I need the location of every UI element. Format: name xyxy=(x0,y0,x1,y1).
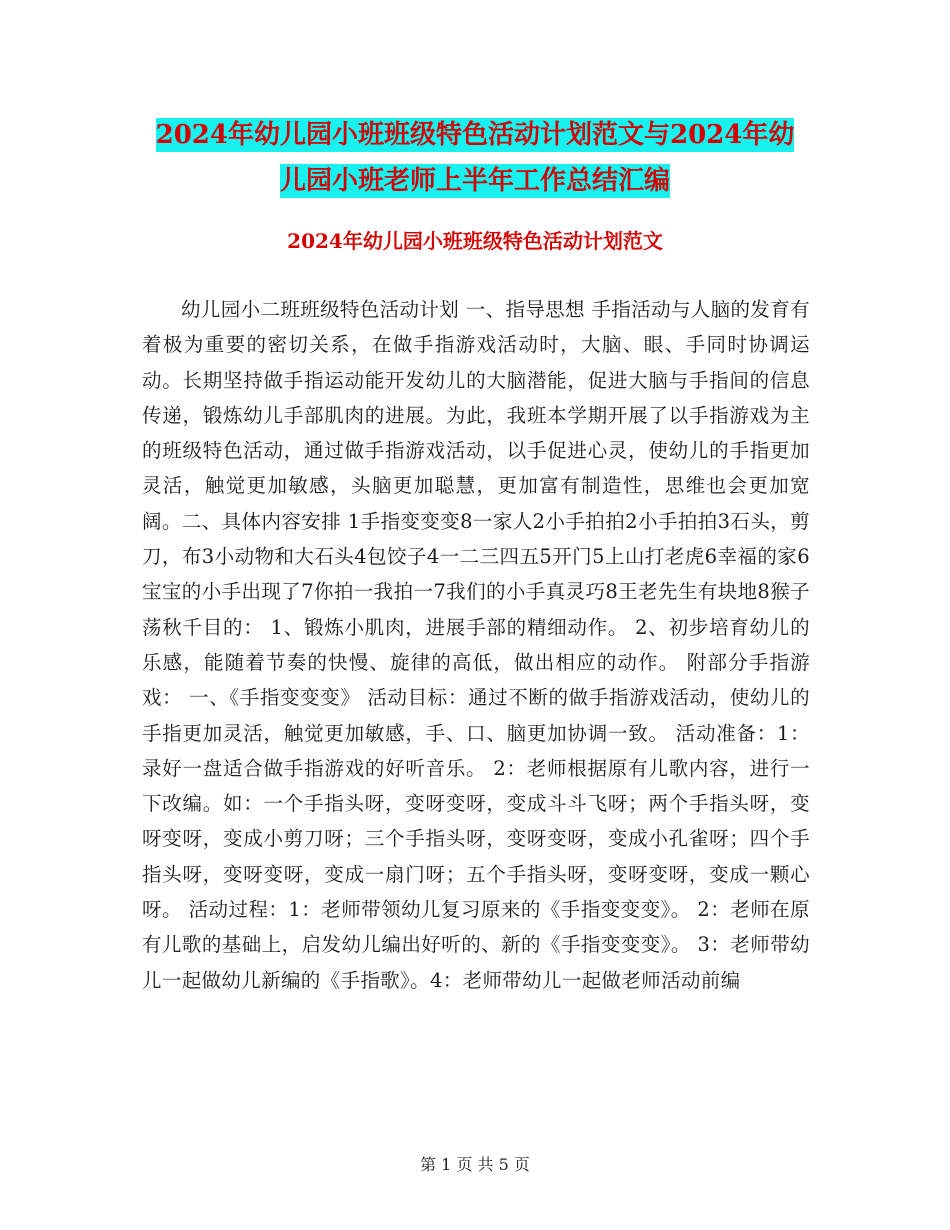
section-title: 2024年幼儿园小班班级特色活动计划范文 xyxy=(287,229,663,253)
body-paragraph: 幼儿园小二班班级特色活动计划 一、指导思想 手指活动与人脑的发育有着极为重要的密切关系，在做手指游戏活动时，大脑、眼、手同时协调运动。长期坚持做手指运动能开发幼儿的大脑潜能，促进大脑与手指间的信息传递，锻炼幼儿手部肌肉的进展。为此，我班本学期开展了以手指游戏为主的班级特色活动，通过做手指游戏活动，以手促进心灵，使幼儿的手指更加灵活，触觉更加敏感，头脑更加聪慧，更加富有制造性，思维也会更加宽阔。二、具体内容安排 1手指变变变8一家人2小手拍拍2小手拍拍3石头，剪刀，布3小动物和大石头4包饺子4一二三四五5开门5上山打老虎6幸福的家6宝宝的小手出现了7你拍一我拍一7我们的小手真灵巧8王老先生有块地8猴子荡秋千目的： 1、锻炼小肌肉，进展手部的精细动作。 2、初步培育幼儿的乐感，能随着节奏的快慢、旋律的高低，做出相应的动作。 附部分手指游戏： 一、《手指变变变》 活动目标：通过不断的做手指游戏活动，使幼儿的手指更加灵活，触觉更加敏感，手、口、脑更加协调一致。 活动准备：1：录好一盘适合做手指游戏的好听音乐。 2：老师根据原有儿歌内容，进行一下改编。如：一个手指头呀，变呀变呀，变成斗斗飞呀；两个手指头呀，变呀变呀，变成小剪刀呀；三个手指头呀，变呀变呀，变成小孔雀呀；四个手指头呀，变呀变呀，变成一扇门呀；五个手指头呀，变呀变呀，变成一颗心呀。 活动过程：1：老师带领幼儿复习原来的《手指变变变》。 2：老师在原有儿歌的基础上，启发幼儿编出好听的、新的《手指变变变》。 3：老师带幼儿一起做幼儿新编的《手指歌》。4：老师带幼儿一起做老师活动前编 xyxy=(142,298,810,992)
document-title xyxy=(0,112,950,204)
document-title-line-2: 儿园小班老师上半年工作总结汇编 xyxy=(279,166,670,196)
page-footer: 第 1 页 共 5 页 xyxy=(420,1155,530,1174)
document-title-line-1: 2024年幼儿园小班班级特色活动计划范文与2024年幼 xyxy=(155,120,795,150)
